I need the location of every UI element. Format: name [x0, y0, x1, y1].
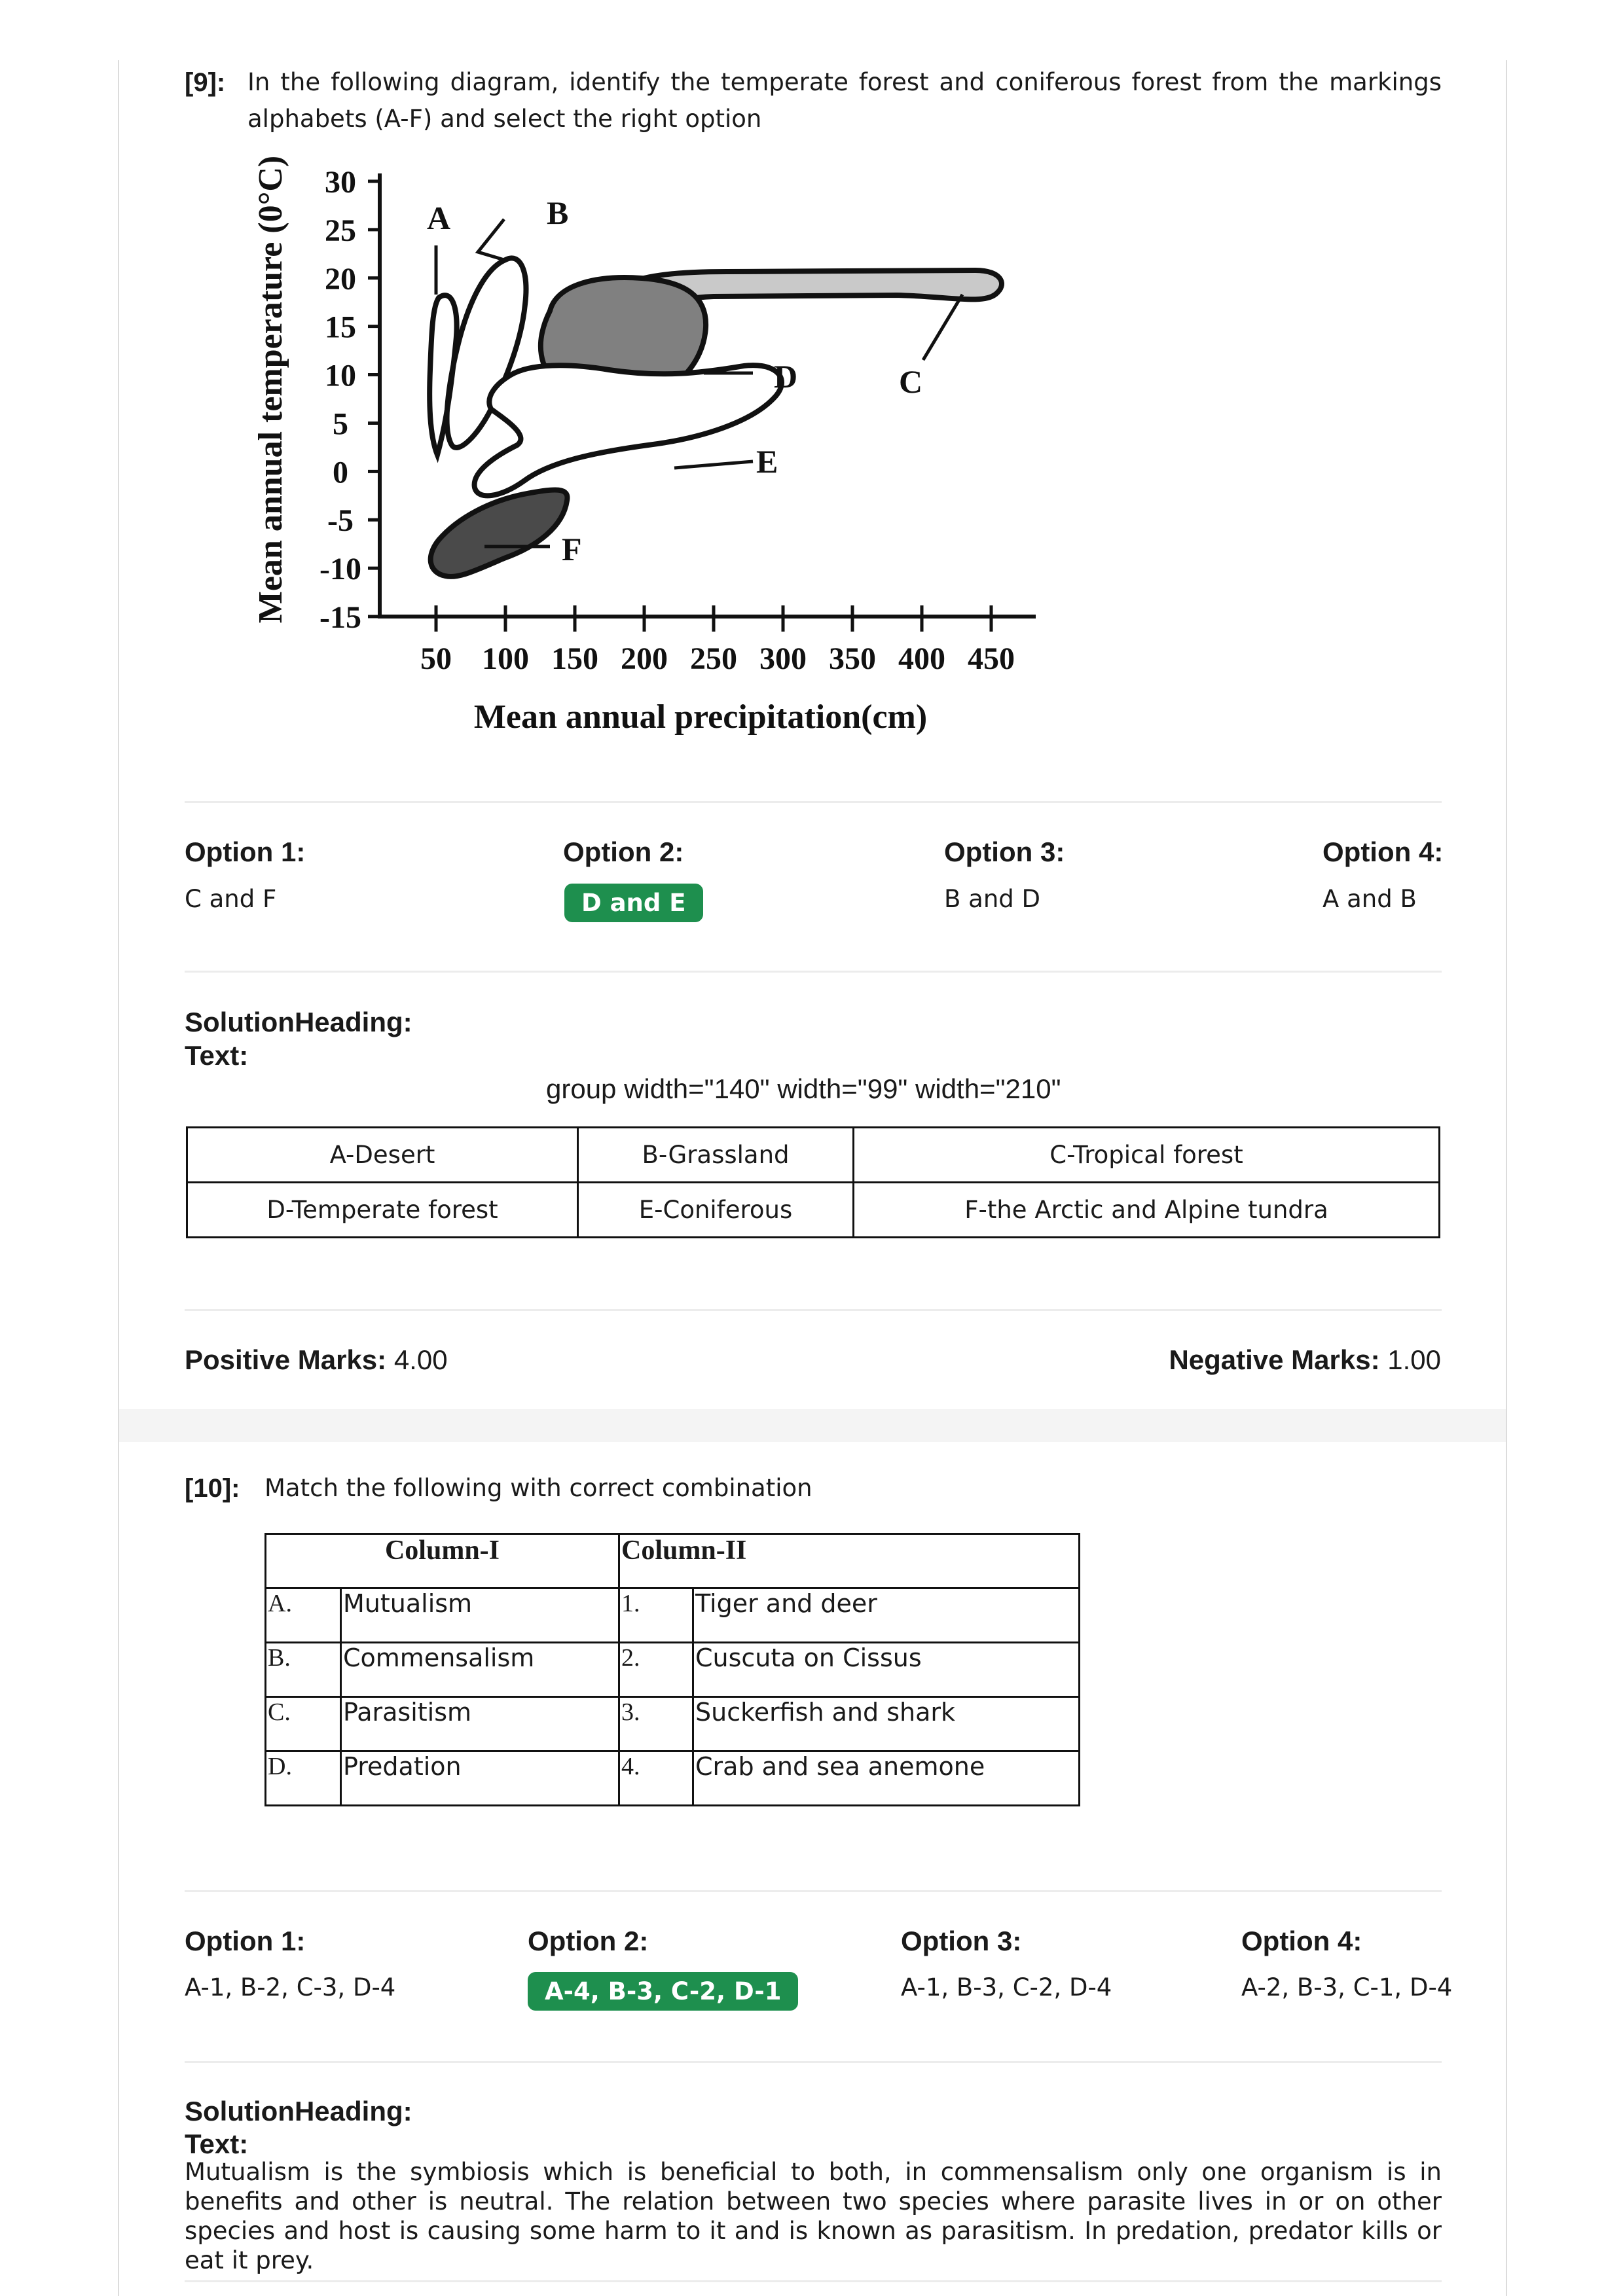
- column-2-item: Tiger and deer: [693, 1588, 1080, 1643]
- marker-b: B: [547, 194, 569, 231]
- column-2-item: Crab and sea anemone: [693, 1751, 1080, 1806]
- leader-b: [478, 219, 504, 260]
- row-number: 1.: [619, 1588, 693, 1643]
- column-1-item: Parasitism: [341, 1697, 619, 1751]
- divider: [185, 801, 1442, 803]
- option-3-heading: Option 3:: [901, 1926, 1022, 1956]
- x-tick-label: 300: [759, 641, 807, 676]
- marker-e: E: [756, 443, 778, 480]
- negative-marks-label: Negative Marks:: [1169, 1344, 1380, 1375]
- y-tick-label: 20: [325, 261, 356, 296]
- divider: [185, 1890, 1442, 1892]
- row-number: 4.: [619, 1751, 693, 1806]
- solution-cell: A-Desert: [187, 1128, 578, 1183]
- column-2-item: Suckerfish and shark: [693, 1697, 1080, 1751]
- negative-marks: [1169, 1344, 1441, 1376]
- divider: [185, 1309, 1442, 1311]
- column-1-item: Commensalism: [341, 1643, 619, 1697]
- solution-cell: F-the Arctic and Alpine tundra: [854, 1183, 1440, 1238]
- column-1-item: Mutualism: [341, 1588, 619, 1643]
- y-tick-label: -15: [319, 600, 361, 635]
- option-3-value[interactable]: A-1, B-3, C-2, D-4: [901, 1973, 1112, 2001]
- region-e-shape: [475, 365, 782, 495]
- y-tick-label: 10: [325, 358, 356, 393]
- x-tick-label: 250: [690, 641, 737, 676]
- marker-f: F: [562, 531, 582, 567]
- marker-c: C: [899, 363, 923, 400]
- page-rail-left: [118, 60, 119, 2296]
- option-1-value[interactable]: A-1, B-2, C-3, D-4: [185, 1973, 396, 2001]
- leader-c: [923, 295, 962, 360]
- positive-marks-label: Positive Marks:: [185, 1344, 387, 1375]
- solution-heading: SolutionHeading:: [185, 1007, 412, 1037]
- option-2-heading: Option 2:: [528, 1926, 649, 1956]
- y-tick-label: -10: [319, 552, 361, 587]
- table-row: [266, 1588, 1080, 1643]
- solution-cell: B-Grassland: [578, 1128, 854, 1183]
- leader-e: [674, 461, 753, 468]
- marker-d: D: [774, 358, 798, 395]
- table-row: [266, 1697, 1080, 1751]
- positive-marks: [185, 1344, 448, 1376]
- option-3-value[interactable]: B and D: [944, 885, 1041, 913]
- x-axis-label: Mean annual precipitation(cm): [473, 698, 928, 736]
- solution-text: Mutualism is the symbiosis which is beneficial to both, in commensalism only one organism is in benefits and other is neutral. The relation between two species where parasite lives in or on other species and host is causing some harm to it and is known as parasitism. In predation, predator kills or eat it prey.: [185, 2158, 1442, 2274]
- option-4-value[interactable]: A-2, B-3, C-1, D-4: [1241, 1973, 1453, 2001]
- solution-text-label: Text:: [185, 2128, 249, 2159]
- solution-table: [186, 1126, 1440, 1238]
- solution-text-label: Text:: [185, 1040, 249, 1071]
- divider: [185, 2280, 1442, 2282]
- column-1-item: Predation: [341, 1751, 619, 1806]
- table-row: [266, 1751, 1080, 1806]
- option-1-heading: Option 1:: [185, 1926, 306, 1956]
- x-tick-label: 400: [898, 641, 945, 676]
- option-4-value[interactable]: A and B: [1322, 885, 1417, 913]
- column-1-header: Column-I: [266, 1534, 619, 1588]
- solution-cell: E-Coniferous: [578, 1183, 854, 1238]
- biome-diagram: [242, 147, 1080, 749]
- y-tick-label: 15: [325, 310, 356, 345]
- row-number: 3.: [619, 1697, 693, 1751]
- y-axis-label: Mean annual temperature (0°C): [252, 155, 289, 624]
- card-separator: [119, 1409, 1506, 1442]
- x-tick-label: 100: [482, 641, 529, 676]
- solution-heading: SolutionHeading:: [185, 2096, 412, 2126]
- y-tick-label: 5: [333, 406, 348, 442]
- solution-note: group width="140" width="99" width="210": [546, 1073, 1061, 1104]
- y-tick-label: -5: [327, 503, 354, 539]
- page-rail-right: [1506, 60, 1507, 2296]
- option-1-value[interactable]: C and F: [185, 885, 277, 913]
- option-2-value-selected[interactable]: D and E: [564, 884, 703, 922]
- x-tick-label: 450: [968, 641, 1015, 676]
- question-number: [9]:: [185, 68, 226, 97]
- x-tick-label: 150: [551, 641, 598, 676]
- option-4-heading: Option 4:: [1322, 836, 1444, 867]
- y-tick-label: 30: [325, 165, 356, 200]
- table-row: [266, 1643, 1080, 1697]
- question-number: [10]:: [185, 1474, 240, 1503]
- option-2-value-selected[interactable]: A-4, B-3, C-2, D-1: [528, 1972, 798, 2011]
- y-tick-label: 0: [333, 455, 348, 490]
- row-letter: B.: [266, 1643, 341, 1697]
- solution-cell: C-Tropical forest: [854, 1128, 1440, 1183]
- divider: [185, 971, 1442, 973]
- marker-a: A: [427, 200, 451, 236]
- negative-marks-value: 1.00: [1387, 1344, 1441, 1375]
- question-text: Match the following with correct combination: [264, 1474, 812, 1502]
- row-letter: C.: [266, 1697, 341, 1751]
- option-3-heading: Option 3:: [944, 836, 1065, 867]
- x-tick-label: 200: [621, 641, 668, 676]
- row-letter: A.: [266, 1588, 341, 1643]
- option-4-heading: Option 4:: [1241, 1926, 1362, 1956]
- x-tick-label: 50: [420, 641, 452, 676]
- row-number: 2.: [619, 1643, 693, 1697]
- divider: [185, 2061, 1442, 2063]
- solution-cell: D-Temperate forest: [187, 1183, 578, 1238]
- option-2-heading: Option 2:: [563, 836, 684, 867]
- match-table: [264, 1533, 1080, 1806]
- question-text: In the following diagram, identify the temperate forest and coniferous forest from the markings alphabets (A-F) and select the right option: [247, 68, 1442, 133]
- column-2-header: Column-II: [619, 1534, 1080, 1588]
- x-tick-label: 350: [829, 641, 876, 676]
- positive-marks-value: 4.00: [393, 1344, 448, 1375]
- column-2-item: Cuscuta on Cissus: [693, 1643, 1080, 1697]
- row-letter: D.: [266, 1751, 341, 1806]
- option-1-heading: Option 1:: [185, 836, 306, 867]
- y-tick-label: 25: [325, 213, 356, 248]
- region-f-shape: [431, 490, 568, 577]
